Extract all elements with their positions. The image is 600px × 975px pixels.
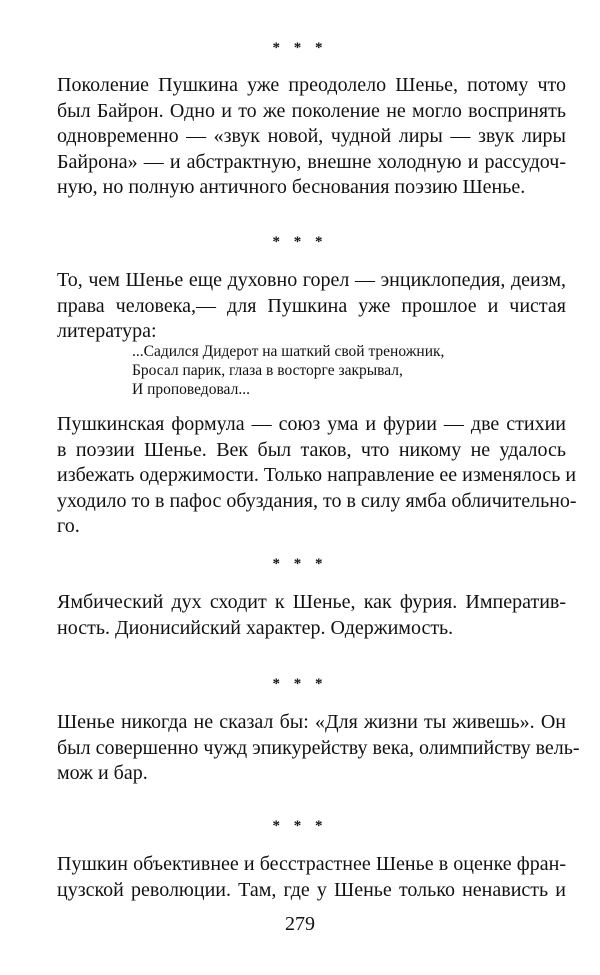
section-separator: * * * [272,556,328,572]
text-line: был совершенно чужд эпикурейству века, олимпийству вель- [57,736,580,759]
text-line: был Байрон. Одно и то же поколение не могло воспринять [57,99,566,122]
section-separator: * * * [272,40,328,56]
verse-line: Бросал парик, глаза в восторге закрывал, [132,362,403,379]
verse-line: ...Садился Дидерот на шаткий свой треножник, [132,343,445,360]
text-line: Пушкин объективнее и бесстрастнее Шенье в оценке фран- [57,853,566,875]
text-line: права человека,— для Пушкина уже прошлое и чистая [57,294,566,317]
text-line: уходило то в пафос обуздания, то в силу ямба обличительно- [57,489,577,512]
text-line: литература: [57,320,157,342]
paragraph-pushkin-generation [57,73,566,201]
text-line: ность. Дионисийский характер. Одержимость. [57,616,454,639]
paragraph-iambic-spirit [57,590,566,641]
paragraph-chenier-burned [57,268,566,345]
text-line: го. [57,515,80,537]
text-line: Ямбический дух сходит к Шенье, как фурия. Императив- [57,591,566,613]
paragraph-pushkin-formula [57,412,577,540]
text-line: в поэзии Шенье. Век был таков, что никому не удалось [57,438,566,461]
text-line: одновременно — «звук новой, чудной лиры — звук лиры [57,125,566,147]
section-separator: * * * [272,234,328,250]
text-line: Байрона» — и абстрактную, внешне холодную и рассудоч- [57,150,566,173]
text-line: Поколение Пушкина уже преодолело Шенье, потому что [57,74,566,96]
section-separator: * * * [272,676,328,692]
verse-quote [132,342,552,399]
text-line: Шенье никогда не сказал бы: «Для жизни ты живешь». Он [57,711,566,733]
text-line: избежать одержимости. Только направление ее изменялось и [57,464,577,486]
text-line: Пушкинская формула — союз ума и фурии — две стихии [57,413,566,435]
page-number: 279 [285,913,315,935]
text-line: цузской революции. Там, где у Шенье только ненависть и [57,878,566,901]
section-separator: * * * [272,818,328,834]
text-line: ную, но полную античного беснования поэзию Шенье. [57,176,526,198]
text-line: мож и бар. [57,762,148,784]
paragraph-pushkin-objective [57,852,566,903]
verse-line: И проповедовал... [132,381,250,398]
paragraph-chenier-never-said [57,710,580,787]
text-line: То, чем Шенье еще духовно горел — энциклопедия, деизм, [57,269,566,291]
